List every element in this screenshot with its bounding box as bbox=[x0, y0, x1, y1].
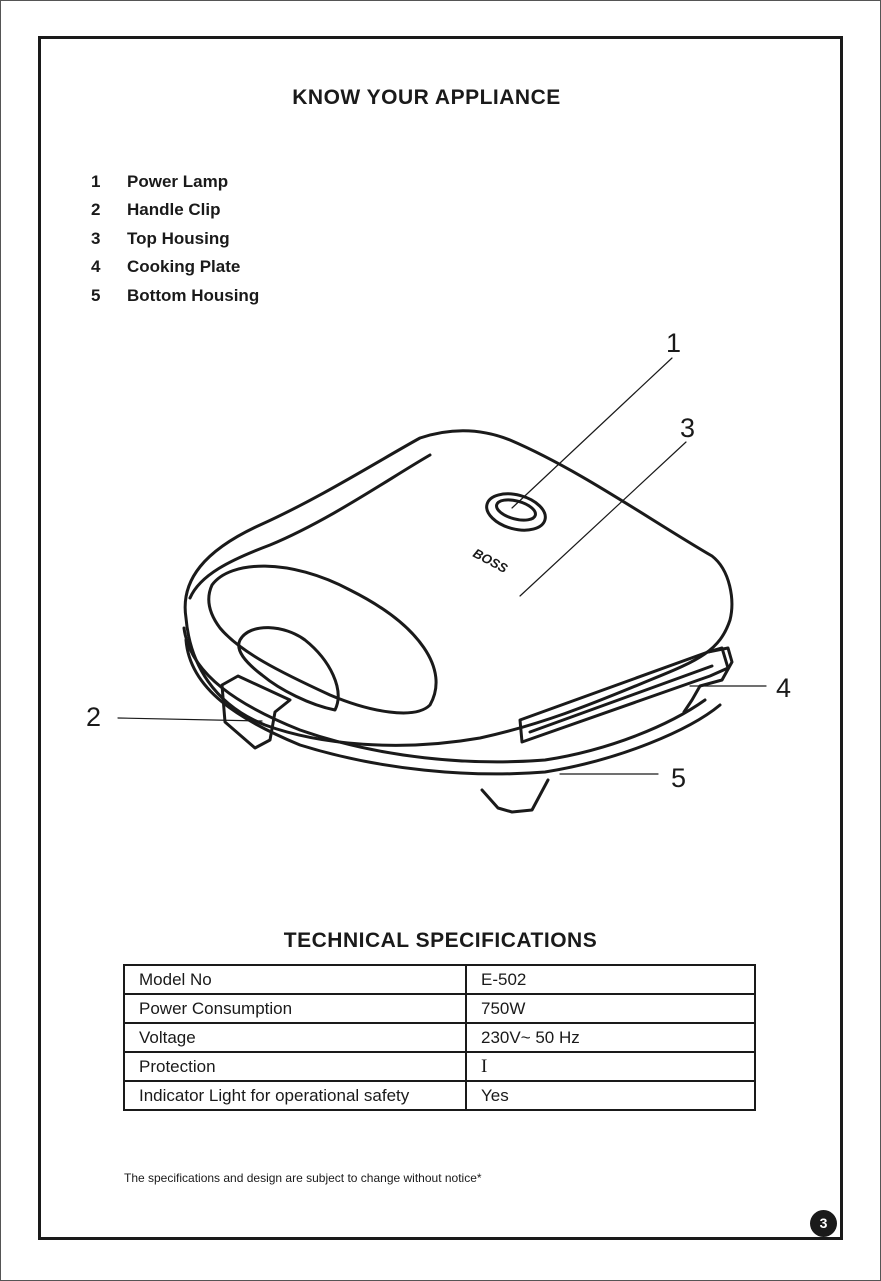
base-foot bbox=[482, 780, 548, 812]
cooking-plate-front bbox=[520, 648, 728, 742]
part-number: 2 bbox=[91, 200, 101, 220]
part-label: Bottom Housing bbox=[127, 285, 260, 305]
spec-value: I bbox=[466, 1052, 755, 1081]
spec-label: Voltage bbox=[124, 1023, 466, 1052]
part-label: Cooking Plate bbox=[127, 257, 241, 277]
specs-table bbox=[123, 964, 756, 1111]
spec-label: Model No bbox=[124, 965, 466, 994]
part-label: Handle Clip bbox=[127, 200, 221, 220]
disclaimer-note: The specifications and design are subject to change without notice* bbox=[124, 1171, 482, 1185]
part-item bbox=[91, 257, 259, 285]
part-item bbox=[91, 229, 259, 257]
table-row bbox=[124, 965, 755, 994]
table-row bbox=[124, 994, 755, 1023]
spec-label: Indicator Light for operational safety bbox=[124, 1081, 466, 1110]
part-number: 4 bbox=[91, 257, 101, 277]
callout-2: 2 bbox=[86, 702, 102, 732]
callout-4: 4 bbox=[776, 673, 792, 703]
cooking-plate-inner bbox=[530, 666, 712, 732]
spec-value: 230V~ 50 Hz bbox=[466, 1023, 755, 1052]
callout-5: 5 bbox=[671, 763, 687, 793]
part-item bbox=[91, 172, 259, 200]
part-number: 5 bbox=[91, 285, 101, 305]
section-title-know-your-appliance: KNOW YOUR APPLIANCE bbox=[292, 86, 561, 109]
part-number: 1 bbox=[91, 172, 101, 191]
part-label: Power Lamp bbox=[127, 172, 229, 191]
spec-label: Power Consumption bbox=[124, 994, 466, 1023]
callout-3: 3 bbox=[680, 413, 696, 443]
sandwich-maker-diagram bbox=[0, 320, 881, 840]
table-row bbox=[124, 1052, 755, 1081]
callout-line-2 bbox=[118, 718, 262, 721]
callout-1: 1 bbox=[666, 328, 682, 358]
bottom-housing-outline bbox=[186, 640, 720, 774]
part-item bbox=[91, 200, 259, 228]
section-title-technical-specifications: TECHNICAL SPECIFICATIONS bbox=[283, 929, 598, 952]
spec-value: E-502 bbox=[466, 965, 755, 994]
table-row bbox=[124, 1023, 755, 1052]
table-row bbox=[124, 1081, 755, 1110]
parts-list bbox=[91, 172, 259, 314]
handle-recess bbox=[209, 566, 436, 713]
spec-value: 750W bbox=[466, 994, 755, 1023]
spec-label: Protection bbox=[124, 1052, 466, 1081]
top-housing-edge bbox=[190, 455, 430, 598]
part-number: 3 bbox=[91, 228, 101, 248]
brand-logo: BOSS bbox=[470, 545, 511, 576]
spec-value: Yes bbox=[466, 1081, 755, 1110]
part-label: Top Housing bbox=[127, 228, 230, 248]
part-item bbox=[91, 286, 259, 314]
page-number-badge: 3 bbox=[810, 1210, 837, 1237]
power-lamp-ring bbox=[483, 488, 550, 536]
callout-line-1 bbox=[512, 358, 672, 508]
